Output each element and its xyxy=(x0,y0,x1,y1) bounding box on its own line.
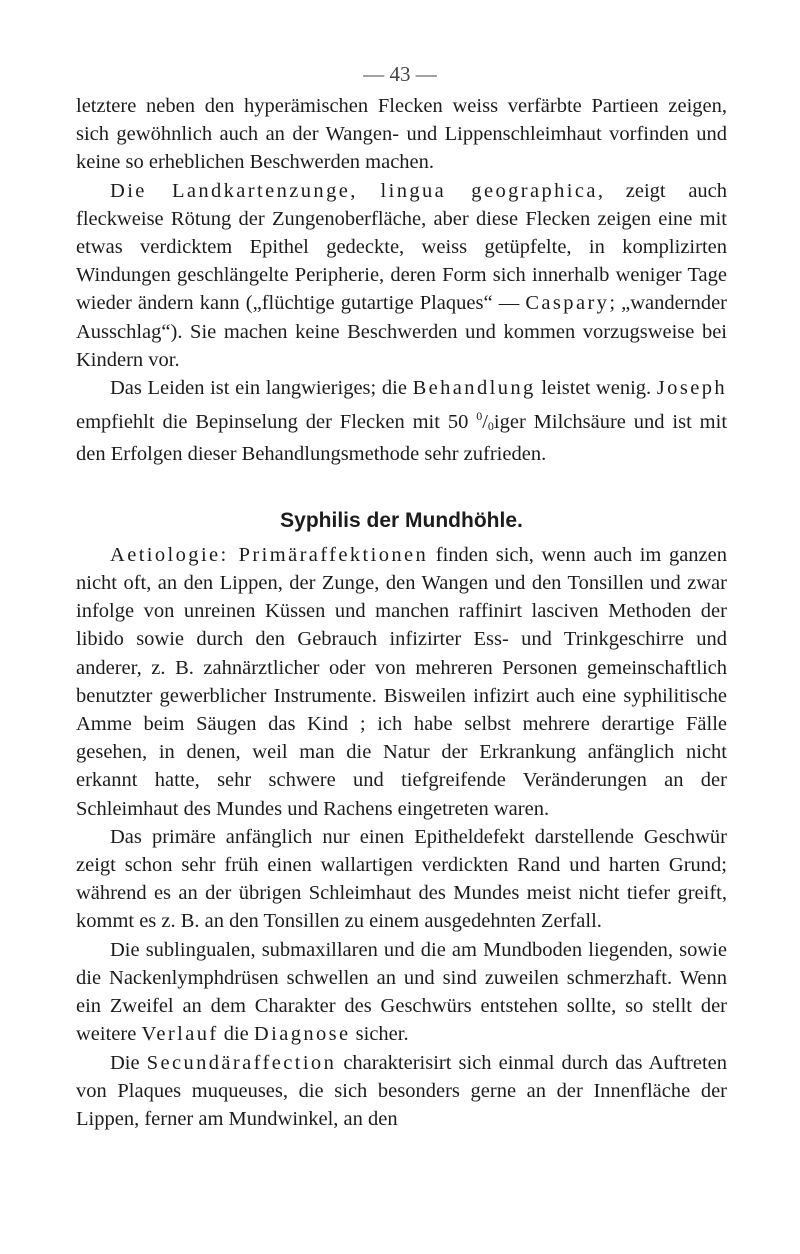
term-spaced: Verlauf xyxy=(141,1023,219,1046)
paragraph: Das primäre anfänglich nur einen Epitheldefekt darstellende Geschwür zeigt schon sehr früh einen wallartigen verdickten Rand und harten Grund; während es an der übrigen Schleimhaut des Mundes meist nicht tiefer greift, kommt es z. B. an den Tonsillen zu einem ausgedehnten Zerfall. xyxy=(76,825,727,933)
text-run: empfiehlt die Bepinselung der Flecken mit 50 xyxy=(76,411,469,434)
paragraph xyxy=(76,374,727,469)
percent-sup: 0 xyxy=(476,409,483,424)
term-spaced: Aetiologie: Primäraffektionen xyxy=(110,543,429,566)
body-text xyxy=(76,92,727,1133)
percent-slash: / xyxy=(482,411,488,434)
paragraph xyxy=(76,936,727,1049)
text-run: ; „wandernder Ausschlag“). Sie machen keine Beschwerden und kommen vorzugsweise bei Kindern vor. xyxy=(76,292,728,371)
term-spaced: Diagnose xyxy=(253,1023,351,1046)
term-spaced: Behandlung xyxy=(412,377,536,400)
text-run: charakterisirt sich einmal durch das Auftreten von Plaques muqueuses, die sich besonders gerne an der Innenfläche der Lippen, ferner am Mundwinkel, an den xyxy=(76,1051,728,1130)
text-run: sicher. xyxy=(355,1023,409,1046)
paragraph xyxy=(76,177,727,374)
text-run: iger Milchsäure und ist mit den Erfolgen dieser Behandlungsmethode sehr zufrieden. xyxy=(76,411,728,466)
page-number: — 43 — xyxy=(363,62,437,86)
text-run: finden sich, wenn auch im ganzen nicht oft, an den Lippen, der Zunge, den Wangen und den Tonsillen und zwar infolge von unreinen Küssen und manchen raffinirt lasciven Methoden der libido sowie durch den Gebrauch infizirter Ess- und Trinkgeschirre und anderer, z. B. zahnärztlicher oder von mehreren Personen gemeinschaftlich benutzter gewerblicher Instrumente. Bisweilen infizirt auch eine syphilitische Amme beim Säugen das Kind ; ich habe selbst mehrere derartige Fälle gesehen, in denen, weil man die Natur der Erkrankung anfänglich nicht erkannt hatte, sehr schwere und tiefgreifende Veränderungen an der Schleimhaut des Mundes und Rachens eingetreten waren. xyxy=(76,543,728,820)
percent-sub: 0 xyxy=(487,419,494,434)
paragraph: letztere neben den hyperämischen Flecken weiss verfärbte Partieen zeigen, sich gewöhnlich auch an der Wangen- und Lippenschleimhaut vorfinden und keine so erheblichen Beschwerden machen. xyxy=(76,95,727,174)
text-run: Die xyxy=(110,1051,140,1074)
author-name: Joseph xyxy=(656,377,728,400)
term-spaced: Secundäraffection xyxy=(146,1051,337,1074)
section-heading: Syphilis der Mundhöhle. xyxy=(280,508,523,532)
paragraph xyxy=(76,541,727,823)
paragraph xyxy=(76,1049,727,1134)
text-run: leistet wenig. xyxy=(541,377,652,400)
text-run: Die sublingualen, submaxillaren und die am Mundboden liegenden, sowie die Nackenlymphdrüsen schwellen an und sind zuweilen schmerzhaft. Wenn ein Zweifel an dem Charakter des Geschwürs entstehen sollte, so stellt der weitere xyxy=(76,938,727,1046)
author-name: Caspary xyxy=(525,292,610,315)
term-spaced: Die Landkartenzunge, xyxy=(110,179,358,202)
text-run: , zeigt auch fleckweise Rötung der Zungenoberfläche, aber diese Flecken zeigen eine mit etwas verdicktem Epithel gedeckte, weiss getüpfelte, in komplizirten Windungen geschlängelte Peripherie, deren Form sich innerhalb weniger Tage wieder ändern kann („flüchtige gutartige Plaques“ — xyxy=(76,179,728,315)
term-spaced: lingua geographica xyxy=(380,179,598,202)
text-run: Das Leiden ist ein langwieriges; die xyxy=(110,377,407,400)
text-run: die xyxy=(223,1023,249,1046)
